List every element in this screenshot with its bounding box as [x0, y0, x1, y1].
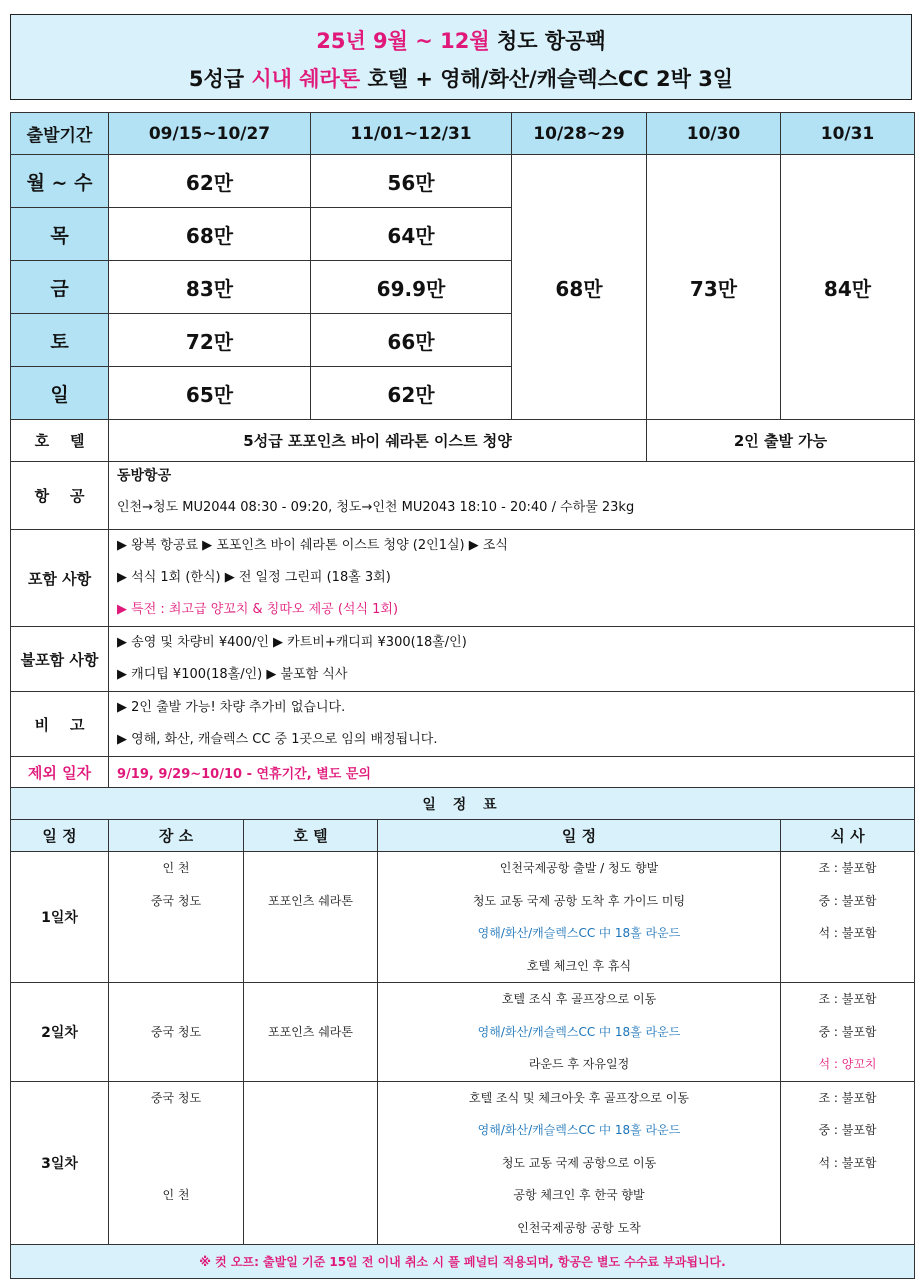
- price-cell: 64만: [311, 208, 512, 261]
- day-1-label: 1일차: [11, 852, 109, 983]
- flight-airline: 동방항공: [117, 468, 172, 484]
- title-hotel-golf: 호텔 + 영해/화산/캐슬렉스CC 2박 3일: [367, 67, 734, 91]
- flight-detail: 인천→청도 MU2044 08:30 - 09:20, 청도→인천 MU2043 18:10 - 20:40 / 수하물 23kg: [117, 500, 635, 515]
- flight-info: [109, 462, 915, 530]
- hotel-row: [11, 420, 915, 462]
- excluded-dates-label: 제외 일자: [11, 757, 109, 789]
- note-line: ▶ 영해, 화산, 캐슬렉스 CC 중 1곳으로 임의 배정됩니다.: [117, 732, 438, 747]
- meal-item: 조 : 불포함: [818, 992, 877, 1006]
- col-header-hotel: 호 텔: [244, 820, 378, 852]
- day-2-hotel: 포포인츠 쉐라톤: [244, 983, 378, 1082]
- day-3-places: [109, 1081, 244, 1245]
- place-item: [109, 950, 243, 983]
- price-cell: 72만: [109, 314, 311, 367]
- exclude-line: ▶ 송영 및 차량비 ¥400/인 ▶ 카트비+캐디피 ¥300(18홀/인): [117, 635, 467, 650]
- day-1-meals: [781, 852, 915, 983]
- special-price-2: 73만: [647, 155, 781, 420]
- note-row: [11, 692, 915, 757]
- col-header-itinerary: 일 정: [378, 820, 781, 852]
- meal-special: 석 : 양꼬치: [818, 1057, 877, 1071]
- day-label: 일: [11, 367, 109, 420]
- meal-item: [781, 1179, 914, 1212]
- place-item: 인 천: [162, 1188, 190, 1202]
- special-price-3: 84만: [781, 155, 915, 420]
- price-cell: 62만: [311, 367, 512, 420]
- col-header-special-3: 10/31: [781, 113, 915, 155]
- exclude-label: 불포함 사항: [11, 627, 109, 692]
- include-info: [109, 530, 915, 627]
- title-banner: [10, 14, 912, 100]
- title-period: 25년 9월 ~ 12월: [316, 29, 490, 53]
- day-label: 월 ~ 수: [11, 155, 109, 208]
- col-header-place: 장 소: [109, 820, 244, 852]
- price-cell: 62만: [109, 155, 311, 208]
- itinerary-item: 인천국제공항 출발 / 청도 향발: [499, 861, 659, 875]
- include-row: [11, 530, 915, 627]
- itinerary-item: 호텔 조식 및 체크아웃 후 골프장으로 이동: [469, 1090, 689, 1105]
- meal-item: [781, 1212, 914, 1245]
- meal-item: 조 : 불포함: [818, 1090, 877, 1105]
- schedule-title: 일 정 표: [11, 788, 915, 820]
- day-1-hotel: [244, 852, 378, 983]
- excluded-dates-value: 9/19, 9/29~10/10 - 연휴기간, 별도 문의: [109, 757, 915, 789]
- day-2-meals: [781, 983, 915, 1082]
- day-3-meals: [781, 1081, 915, 1245]
- col-header-special-2: 10/30: [647, 113, 781, 155]
- meal-item: 석 : 불포함: [818, 926, 877, 940]
- place-item: [109, 1212, 243, 1245]
- cancellation-notice: ※ 컷 오프: 출발일 기준 15일 전 이내 취소 시 풀 페널티 적용되며, 항공은 별도 수수료 부과됩니다.: [11, 1245, 915, 1279]
- schedule-day-1: [11, 852, 915, 983]
- place-item: 중국 청도: [150, 1090, 202, 1105]
- price-table: [10, 112, 915, 789]
- itinerary-item: 호텔 조식 후 골프장으로 이동: [501, 992, 657, 1006]
- day-2-itinerary: [378, 983, 781, 1082]
- meal-item: 중 : 불포함: [818, 1024, 877, 1039]
- col-header-range-2: 11/01~12/31: [311, 113, 512, 155]
- schedule-table: [10, 787, 915, 1279]
- meal-item: 중 : 불포함: [818, 893, 877, 908]
- itinerary-item: 청도 교동 국제 공항으로 이동: [501, 1155, 657, 1170]
- price-cell: 66만: [311, 314, 512, 367]
- price-cell: 65만: [109, 367, 311, 420]
- itinerary-item: 공항 체크인 후 한국 향발: [513, 1188, 645, 1202]
- place-item: [109, 917, 243, 950]
- include-line: ▶ 석식 1회 (한식) ▶ 전 일정 그린피 (18홀 3회): [117, 570, 391, 585]
- exclude-info: [109, 627, 915, 692]
- hotel-note: 2인 출발 가능: [647, 420, 915, 462]
- itinerary-item: 호텔 체크인 후 휴식: [526, 958, 632, 973]
- note-info: [109, 692, 915, 757]
- price-cell: 83만: [109, 261, 311, 314]
- title-line-1: [11, 25, 911, 55]
- place-item: 인 천: [162, 861, 190, 875]
- itinerary-item: 인천국제공항 공항 도착: [517, 1220, 641, 1235]
- itinerary-golf-round: 영해/화산/캐슬렉스CC 中 18홀 라운드: [477, 926, 681, 940]
- price-cell: 68만: [109, 208, 311, 261]
- meal-item: 조 : 불포함: [818, 861, 877, 875]
- place-item: 중국 청도: [150, 893, 202, 908]
- price-cell: 69.9만: [311, 261, 512, 314]
- price-header-row: [11, 113, 915, 155]
- day-label: 금: [11, 261, 109, 314]
- include-line: ▶ 왕복 항공료 ▶ 포포인츠 바이 쉐라톤 이스트 청양 (2인1실) ▶ 조식: [117, 538, 508, 553]
- day-1-places: [109, 852, 244, 983]
- flight-label: 항 공: [11, 462, 109, 530]
- col-header-special-1: 10/28~29: [512, 113, 647, 155]
- include-bonus: ▶ 특전 : 최고급 양꼬치 & 칭따오 제공 (석식 1회): [117, 602, 399, 617]
- flight-row: [11, 462, 915, 530]
- note-line: ▶ 2인 출발 가능! 차량 추가비 없습니다.: [117, 700, 346, 715]
- note-label: 비 고: [11, 692, 109, 757]
- price-row: [11, 155, 915, 208]
- meal-item: [781, 950, 914, 983]
- col-header-day: 일 정: [11, 820, 109, 852]
- col-header-period: 출발기간: [11, 113, 109, 155]
- exclude-row: [11, 627, 915, 692]
- title-hotel-highlight: 시내 쉐라톤: [251, 67, 361, 91]
- hotel-label: 호 텔: [11, 420, 109, 462]
- day-label: 토: [11, 314, 109, 367]
- hotel-item: 포포인츠 쉐라톤: [268, 893, 353, 908]
- day-3-label: 3일차: [11, 1081, 109, 1245]
- day-3-hotel: [244, 1081, 378, 1245]
- special-price-1: 68만: [512, 155, 647, 420]
- day-label: 목: [11, 208, 109, 261]
- title-grade: 5성급: [188, 67, 245, 91]
- place-item: [109, 1147, 243, 1180]
- place-item: [109, 1114, 243, 1147]
- hotel-value: 5성급 포포인츠 바이 쉐라톤 이스트 청양: [109, 420, 647, 462]
- col-header-meals: 식 사: [781, 820, 915, 852]
- include-label: 포함 사항: [11, 530, 109, 627]
- day-3-itinerary: [378, 1081, 781, 1245]
- schedule-day-3: [11, 1081, 915, 1245]
- itinerary-item: 청도 교동 국제 공항 도착 후 가이드 미팅: [472, 893, 686, 908]
- meal-item: 석 : 불포함: [818, 1155, 877, 1170]
- meal-item: 중 : 불포함: [818, 1123, 877, 1137]
- day-2-label: 2일차: [11, 983, 109, 1082]
- day-1-itinerary: [378, 852, 781, 983]
- exclude-line: ▶ 캐디팁 ¥100(18홀/인) ▶ 불포함 식사: [117, 667, 348, 682]
- itinerary-golf-round: 영해/화산/캐슬렉스CC 中 18홀 라운드: [477, 1024, 681, 1039]
- excluded-dates-row: [11, 757, 915, 789]
- title-line-2: [11, 63, 911, 93]
- schedule-day-2: [11, 983, 915, 1082]
- schedule-header-row: [11, 820, 915, 852]
- itinerary-golf-round: 영해/화산/캐슬렉스CC 中 18홀 라운드: [477, 1123, 681, 1137]
- price-cell: 56만: [311, 155, 512, 208]
- day-2-place: 중국 청도: [109, 983, 244, 1082]
- col-header-range-1: 09/15~10/27: [109, 113, 311, 155]
- title-product: 청도 항공팩: [497, 29, 606, 53]
- itinerary-item: 라운드 후 자유일정: [528, 1057, 630, 1071]
